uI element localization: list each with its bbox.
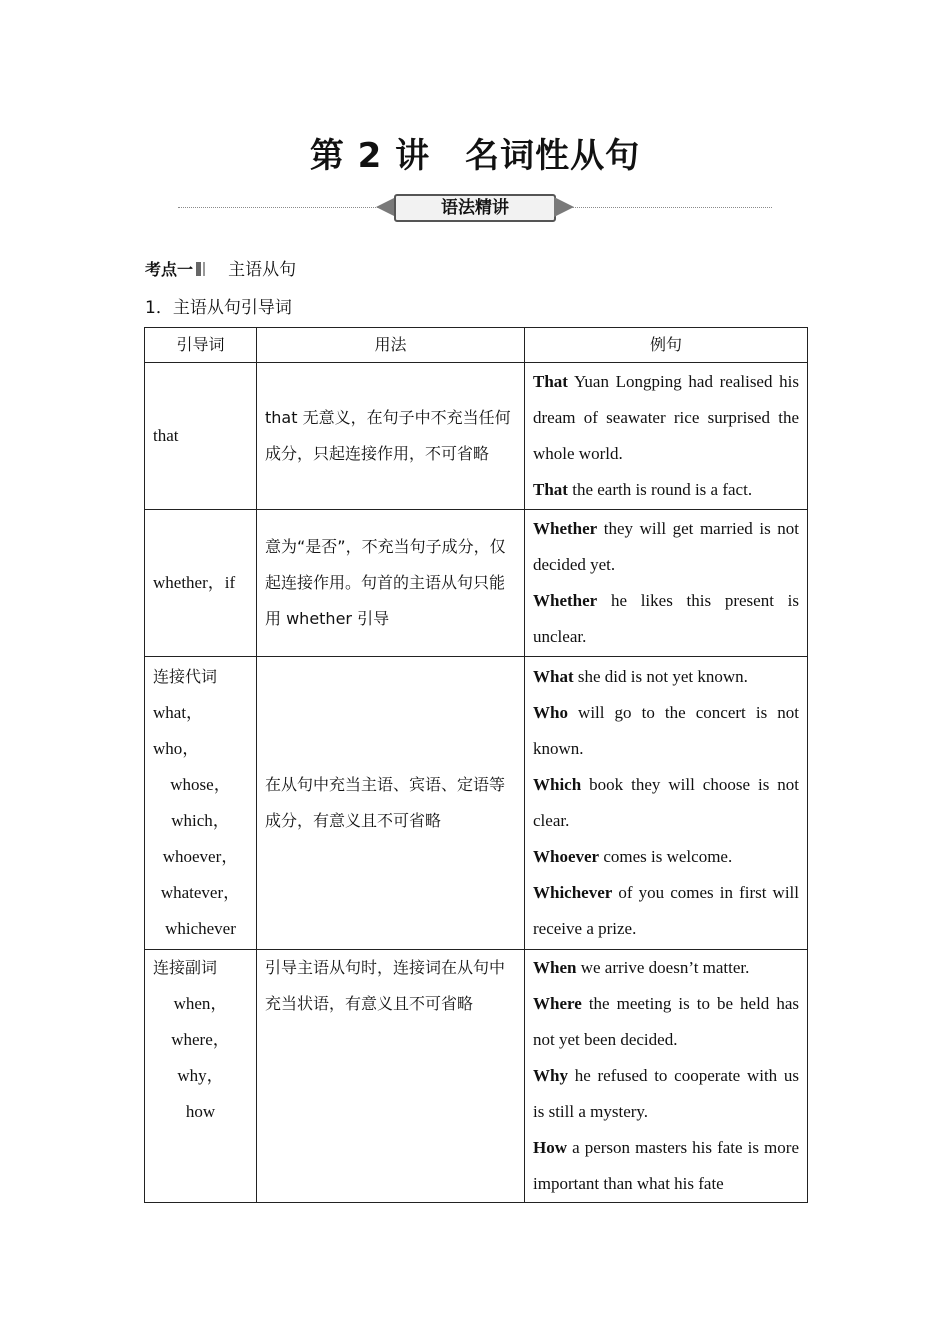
example-cell [525, 363, 808, 510]
conjunction-item: whoever， [162, 847, 239, 866]
example-sentence: Why he refused to cooperate with us is still a mystery. [533, 1066, 799, 1121]
conjunction-item: whatever， [160, 883, 241, 902]
header-cell: 引导词 [145, 328, 257, 363]
example-cell [525, 510, 808, 657]
point-bar-thin-icon [203, 262, 205, 276]
example-sentence: What she did is not yet known. [533, 667, 748, 686]
example-sentence: How a person masters his fate is more important than what his fate [533, 1138, 799, 1193]
header-cell: 用法 [257, 328, 525, 363]
banner-arrow-left-icon [376, 197, 396, 217]
conjunction-item: what， who， [153, 703, 204, 758]
conjunction-cell: whether，if [145, 510, 257, 657]
table-row [145, 363, 808, 510]
example-sentence: Whether he likes this present is unclear. [533, 591, 799, 646]
conjunction-item: whose， [170, 775, 231, 794]
conjunction-item: whichever [165, 919, 236, 938]
example-cell [525, 950, 808, 1203]
example-sentence: When we arrive doesn’t matter. [533, 958, 750, 977]
divider-line-left [178, 207, 378, 208]
example-cell [525, 657, 808, 950]
section-banner [376, 193, 574, 221]
section-divider [178, 193, 772, 223]
point-tag: 考点一 [145, 260, 194, 279]
example-sentence: Whether they will get married is not decided yet. [533, 519, 799, 574]
conjunction-item: why， [177, 1066, 224, 1085]
point-heading [145, 255, 296, 280]
example-sentence: Who will go to the concert is not known. [533, 703, 799, 758]
point-bar-icon [196, 262, 201, 276]
example-sentence: Whoever comes is welcome. [533, 847, 733, 866]
example-sentence: That Yuan Longping had realised his dream of seawater rice surprised the whole world. [533, 372, 799, 463]
conjunction-item: where， [171, 1030, 230, 1049]
divider-line-right [572, 207, 772, 208]
example-sentence: That the earth is round is a fact. [533, 480, 753, 499]
table-row [145, 510, 808, 657]
usage-cell: 意为“是否”，不充当句子成分，仅起连接作用。句首的主语从句只能用 whether 引导 [257, 510, 525, 657]
usage-cell: 引导主语从句时，连接词在从句中充当状语，有意义且不可省略 [257, 950, 525, 1203]
banner-label: 语法精讲 [394, 194, 556, 222]
usage-cell: 在从句中充当主语、宾语、定语等成分，有意义且不可省略 [257, 657, 525, 950]
conjunction-item: which， [171, 811, 230, 830]
banner-arrow-right-icon [554, 197, 574, 217]
example-sentence: Where the meeting is to be held has not yet been decided. [533, 994, 799, 1049]
conjunction-table [144, 327, 808, 1203]
page-title: 第 2 讲 名词性从句 [309, 136, 641, 176]
subheading: 1．主语从句引导词 [145, 298, 292, 318]
example-sentence: Whichever of you comes in first will receive a prize. [533, 883, 799, 938]
table-row [145, 657, 808, 950]
usage-cell: that 无意义，在句子中不充当任何成分，只起连接作用，不可省略 [257, 363, 525, 510]
conjunction-item: how [185, 1102, 216, 1121]
conjunction-group-title: 连接副词 [153, 958, 218, 977]
conjunction-cell: that [145, 363, 257, 510]
conjunction-cell [145, 950, 257, 1203]
table-header-row [145, 328, 808, 363]
header-cell: 例句 [525, 328, 808, 363]
conjunction-item: when， [173, 994, 228, 1013]
table-row [145, 950, 808, 1203]
point-name: 主语从句 [228, 260, 297, 280]
conjunction-cell [145, 657, 257, 950]
example-sentence: Which book they will choose is not clear. [533, 775, 799, 830]
conjunction-group-title: 连接代词 [153, 667, 218, 686]
